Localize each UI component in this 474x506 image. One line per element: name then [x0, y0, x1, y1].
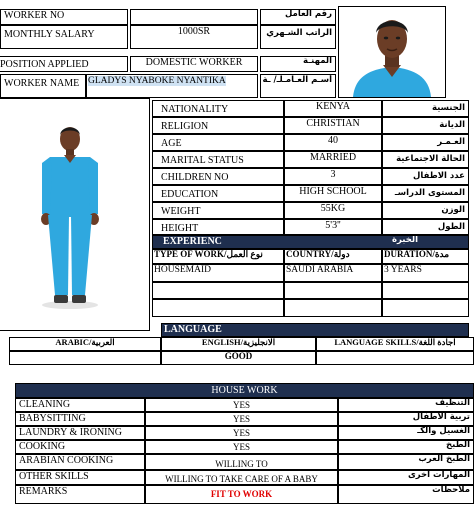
detail-value: CHRISTIAN — [284, 117, 382, 134]
house-work-ar-label: الطبخ العرب — [338, 454, 474, 470]
worker-no-value — [130, 9, 258, 25]
details-row — [152, 134, 469, 151]
position-applied-label: POSITION APPLIED — [0, 56, 128, 72]
detail-value: 40 — [284, 134, 382, 151]
house-work-value: YES — [145, 412, 338, 426]
detail-label: EDUCATION — [152, 185, 284, 202]
detail-label: WEIGHT — [152, 202, 284, 219]
detail-label: AGE — [152, 134, 284, 151]
experience-col-duration: DURATION/مدة — [382, 249, 469, 264]
worker-name-text: GLADYS NYABOKE NYANTIKA — [88, 76, 226, 86]
experience-header — [152, 235, 469, 249]
detail-value: HIGH SCHOOL — [284, 185, 382, 202]
worker-no-ar-label: رقم العامل — [260, 9, 336, 25]
detail-ar-label: الجنسية — [382, 100, 469, 117]
worker-name-label: WORKER NAME — [0, 74, 86, 98]
house-work-ar-label: تربية الاطفال — [338, 412, 474, 426]
experience-type-cell: HOUSEMAID — [152, 264, 284, 282]
language-english-value: GOOD — [161, 351, 316, 365]
worker-no-label: WORKER NO — [0, 9, 128, 25]
house-work-value: YES — [145, 426, 338, 440]
details-row — [152, 202, 469, 219]
experience-empty-cell — [382, 299, 469, 317]
house-work-ar-label: الطبخ — [338, 440, 474, 454]
full-body-photo — [0, 98, 150, 331]
details-row — [152, 151, 469, 168]
worker-name-ar-label: أسـم العـامـلـ/ ـة — [260, 74, 336, 98]
house-work-label: COOKING — [15, 440, 145, 454]
details-row — [152, 168, 469, 185]
house-work-value: YES — [145, 440, 338, 454]
experience-country-cell: SAUDI ARABIA — [284, 264, 382, 282]
language-arabic-value — [9, 351, 161, 365]
position-applied-ar-label: المهنـة — [260, 56, 336, 72]
house-work-value: WILLING TO TAKE CARE OF A BABY — [145, 470, 338, 485]
detail-ar-label: المستوى الدراسـ — [382, 185, 469, 202]
language-skills-header: LANGUAGE SKILLS/اجادة اللغة — [316, 337, 474, 351]
experience-empty-cell — [152, 299, 284, 317]
experience-title: EXPERIENC — [163, 236, 222, 247]
house-work-ar-label: الغسيل والكـ — [338, 426, 474, 440]
experience-empty-cell — [284, 299, 382, 317]
headshot-photo — [338, 6, 446, 98]
experience-duration-cell: 3 YEARS — [382, 264, 469, 282]
house-work-value: WILLING TO — [145, 454, 338, 470]
detail-label: MARITAL STATUS — [152, 151, 284, 168]
remarks-value: FIT TO WORK — [145, 485, 338, 504]
detail-ar-label: العـمـر — [382, 134, 469, 151]
detail-value: 55KG — [284, 202, 382, 219]
detail-label: HEIGHT — [152, 219, 284, 235]
house-work-label: LAUNDRY & IRONING — [15, 426, 145, 440]
monthly-salary-label: MONTHLY SALARY — [0, 25, 128, 49]
detail-value: 5'3'' — [284, 219, 382, 235]
experience-empty-cell — [152, 282, 284, 299]
details-row — [152, 117, 469, 134]
headshot-image — [339, 7, 445, 97]
house-work-label: BABYSITTING — [15, 412, 145, 426]
details-table — [152, 100, 469, 235]
detail-ar-label: الوزن — [382, 202, 469, 219]
language-skills-value — [316, 351, 474, 365]
details-row — [152, 100, 469, 117]
detail-label: RELIGION — [152, 117, 284, 134]
monthly-salary-ar-label: الراتب الشـهري — [260, 25, 336, 49]
house-work-ar-label: المهارات اخرى — [338, 470, 474, 485]
detail-ar-label: الحالة الاجتماعية — [382, 151, 469, 168]
house-work-label: CLEANING — [15, 398, 145, 412]
detail-label: CHILDREN NO — [152, 168, 284, 185]
house-work-header: HOUSE WORK — [15, 383, 474, 398]
language-header: LANGUAGE — [161, 323, 469, 337]
detail-ar-label: عدد الاطفال — [382, 168, 469, 185]
language-english-header: ENGLISH/الانجليزية — [161, 337, 316, 351]
position-applied-value: DOMESTIC WORKER — [130, 56, 258, 72]
worker-name-value — [86, 74, 258, 98]
house-work-ar-label: التنظيف — [338, 398, 474, 412]
detail-value: KENYA — [284, 100, 382, 117]
language-arabic-header: ARABIC/العربية — [9, 337, 161, 351]
house-work-label: OTHER SKILLS — [15, 470, 145, 485]
detail-ar-label: الديانة — [382, 117, 469, 134]
detail-value: 3 — [284, 168, 382, 185]
details-row — [152, 185, 469, 202]
detail-label: NATIONALITY — [152, 100, 284, 117]
house-work-label: ARABIAN COOKING — [15, 454, 145, 470]
experience-col-type: TYPE OF WORK/نوع العمل — [152, 249, 284, 264]
detail-ar-label: الطول — [382, 219, 469, 235]
monthly-salary-value: 1000SR — [130, 25, 258, 49]
house-work-label: REMARKS — [15, 485, 145, 504]
experience-col-country: COUNTRY/دولة — [284, 249, 382, 264]
full-body-image — [0, 99, 148, 330]
experience-empty-cell — [284, 282, 382, 299]
house-work-value: YES — [145, 398, 338, 412]
experience-title-ar: الخبرة — [391, 235, 418, 245]
details-row — [152, 219, 469, 235]
experience-empty-cell — [382, 282, 469, 299]
detail-value: MARRIED — [284, 151, 382, 168]
house-work-ar-label: ملاحظات — [338, 485, 474, 504]
